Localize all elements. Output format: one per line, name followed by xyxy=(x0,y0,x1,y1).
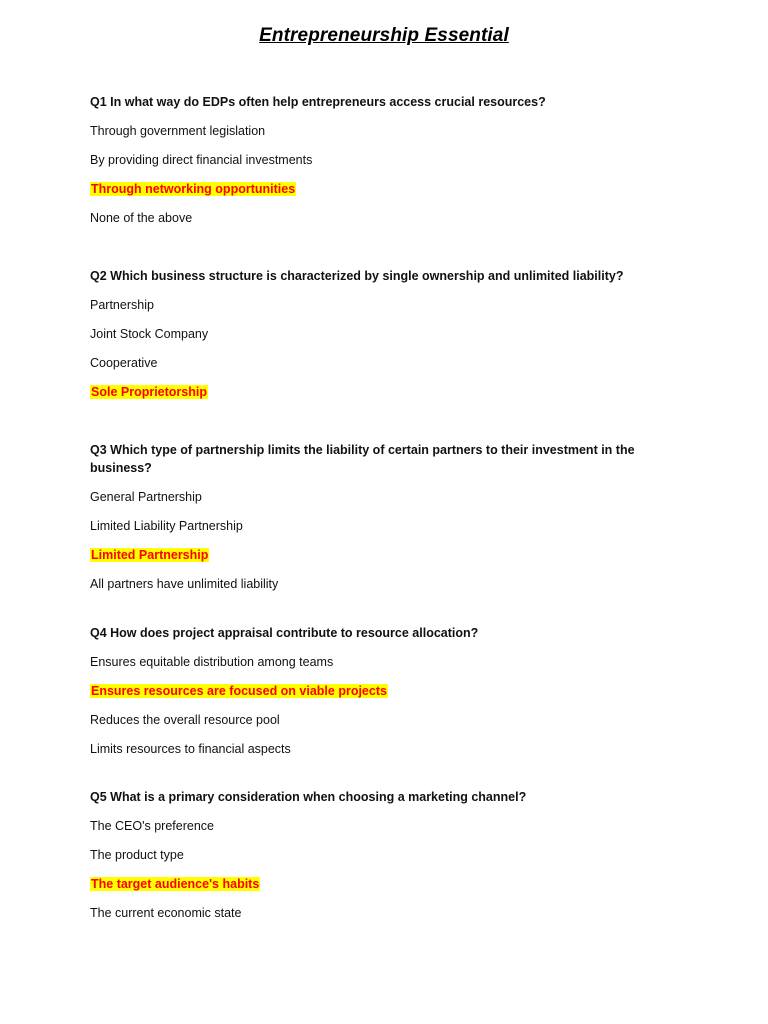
answer-option: Limits resources to financial aspects xyxy=(90,742,291,756)
correct-answer-option: Limited Partnership xyxy=(91,548,209,562)
answer-option: Ensures equitable distribution among teams xyxy=(90,655,334,669)
answer-option: Partnership xyxy=(90,298,154,312)
answer-option: The product type xyxy=(90,848,184,862)
question-block-2 xyxy=(90,267,650,412)
question-block-1 xyxy=(90,93,650,238)
correct-answer-option: Sole Proprietorship xyxy=(91,385,207,399)
question-text: Q1 In what way do EDPs often help entrepreneurs access crucial resources? xyxy=(90,95,546,109)
answer-option: All partners have unlimited liability xyxy=(90,577,279,591)
answer-option: Limited Liability Partnership xyxy=(90,519,243,533)
question-text: Q2 Which business structure is characterized by single ownership and unlimited liability? xyxy=(90,269,624,283)
answer-option: The CEO's preference xyxy=(90,819,214,833)
answer-option: None of the above xyxy=(90,211,193,225)
answer-option: By providing direct financial investments xyxy=(90,153,313,167)
correct-answer-option: Through networking opportunities xyxy=(91,182,296,196)
answer-option: Through government legislation xyxy=(90,124,266,138)
question-text: Q4 How does project appraisal contribute to resource allocation? xyxy=(90,626,479,640)
correct-answer-option: Ensures resources are focused on viable projects xyxy=(91,684,387,698)
document-title: Entrepreneurship Essential xyxy=(259,25,509,46)
answer-option: General Partnership xyxy=(90,490,202,504)
correct-answer-option: The target audience's habits xyxy=(91,877,260,891)
answer-option: The current economic state xyxy=(90,906,242,920)
answer-option: Cooperative xyxy=(90,356,158,370)
answer-option: Joint Stock Company xyxy=(90,327,209,341)
answer-option: Reduces the overall resource pool xyxy=(90,713,280,727)
question-block-4 xyxy=(90,624,650,769)
question-text: Q3 Which type of partnership limits the liability of certain partners to their investment in the business? xyxy=(90,443,635,475)
question-block-5 xyxy=(90,788,650,933)
question-text: Q5 What is a primary consideration when choosing a marketing channel? xyxy=(90,790,527,804)
question-block-3 xyxy=(90,441,650,604)
